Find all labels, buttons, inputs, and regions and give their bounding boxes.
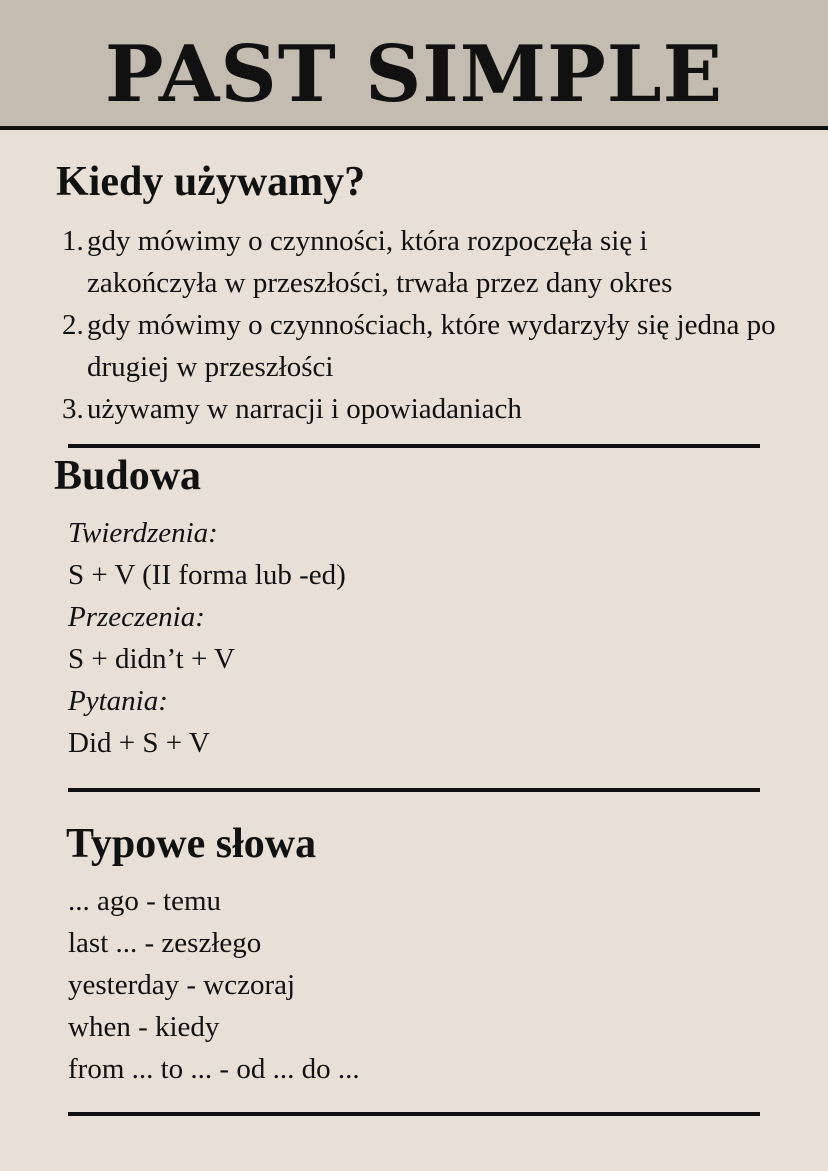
affirmative-formula: S + V (II forma lub -ed) xyxy=(68,559,346,591)
section-divider xyxy=(68,788,760,792)
affirmative-label: Twierdzenia: xyxy=(68,517,218,549)
keywords-list xyxy=(68,880,360,1090)
negative-label: Przeczenia: xyxy=(68,601,205,633)
question-formula: Did + S + V xyxy=(68,727,210,759)
question-label: Pytania: xyxy=(68,685,168,717)
structure-heading: Budowa xyxy=(54,453,202,499)
list-item-text: gdy mówimy o czynności, która rozpoczęła się i zakończyła w przeszłości, trwała przez dany okres xyxy=(87,225,673,299)
section-divider xyxy=(68,1112,760,1116)
keywords-heading: Typowe słowa xyxy=(66,821,317,867)
keyword-item: last ... - zeszłego xyxy=(68,927,262,959)
keyword-item: when - kiedy xyxy=(68,1011,220,1043)
section-divider xyxy=(68,444,760,448)
structure-block xyxy=(68,512,346,764)
negative-formula: S + didn’t + V xyxy=(68,643,236,675)
title-banner xyxy=(0,0,828,130)
usage-list xyxy=(62,220,782,430)
list-item-text: gdy mówimy o czynnościach, które wydarzyły się jedna po drugiej w przeszłości xyxy=(87,309,776,383)
list-item xyxy=(62,388,782,430)
list-item-number: 3. xyxy=(62,393,84,425)
list-item-number: 2. xyxy=(62,309,84,341)
keyword-item: yesterday - wczoraj xyxy=(68,969,296,1001)
page-title: PAST SIMPLE xyxy=(104,29,724,120)
keyword-item: from ... to ... - od ... do ... xyxy=(68,1053,360,1085)
list-item xyxy=(62,304,782,388)
list-item xyxy=(62,220,782,304)
keyword-item: ... ago - temu xyxy=(68,885,222,917)
list-item-number: 1. xyxy=(62,225,84,257)
usage-heading: Kiedy używamy? xyxy=(56,159,366,205)
list-item-text: używamy w narracji i opowiadaniach xyxy=(87,393,522,425)
